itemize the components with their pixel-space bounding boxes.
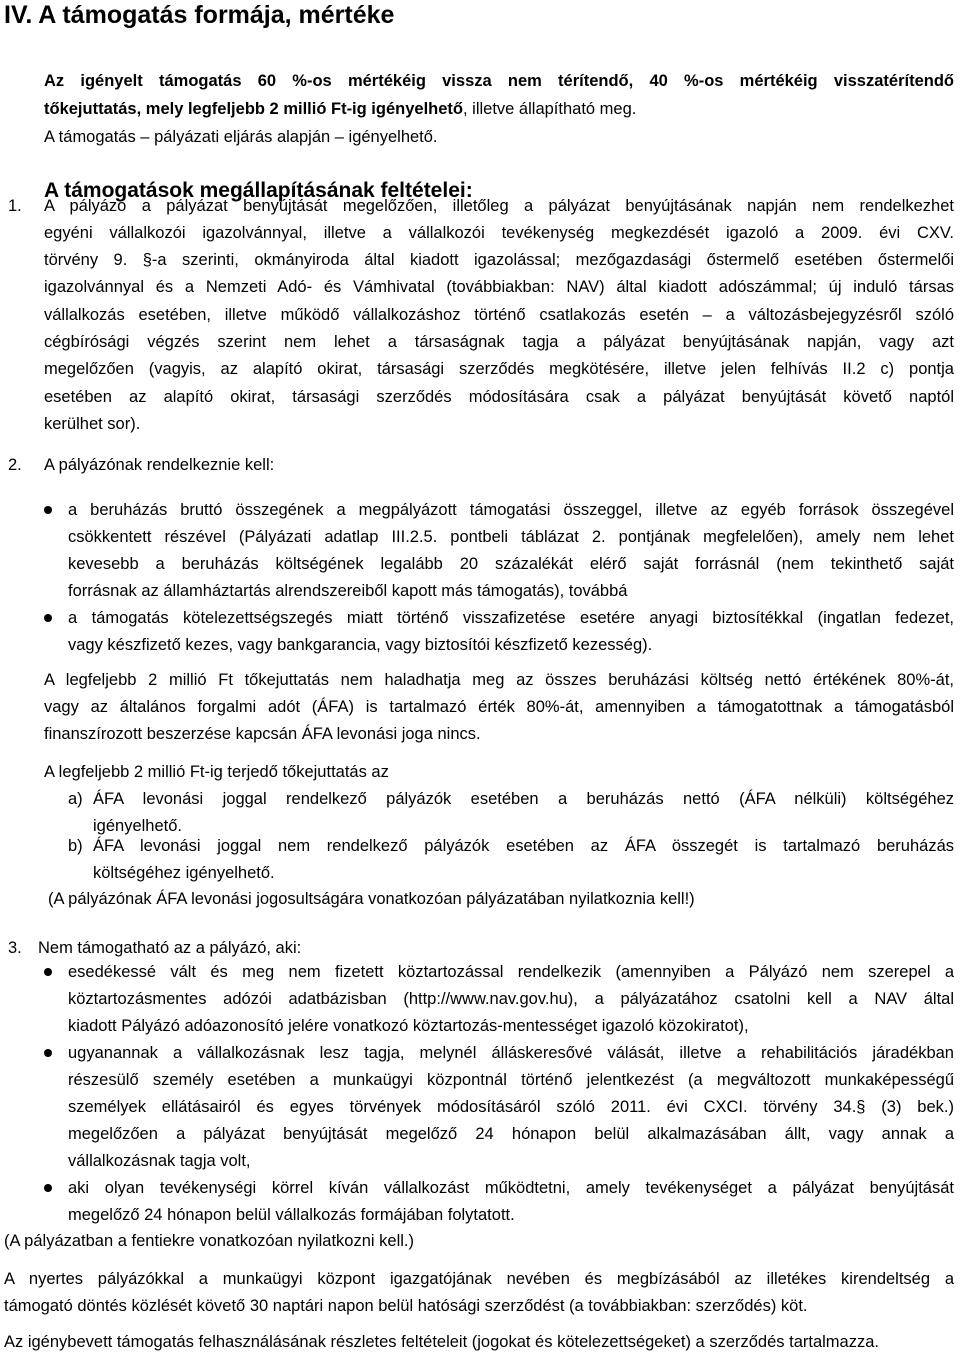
- section-1-line: igazolvánnyal és a Nemzeti Adó- és Vámhivatal (továbbiakban: NAV) által kiadott adószámmal; új induló társas: [44, 278, 954, 296]
- intro-line-1: Az igényelt támogatás 60 %-os mértékéig vissza nem térítendő, 40 %-os mértékéig visszatérítendő: [44, 72, 954, 90]
- intro-line-2-rest: , illetve állapítható meg.: [463, 100, 637, 118]
- section-1-line: esetében az alapító okirat, társasági szerződés módosítására csak a pályázat benyújtását követő naptól: [44, 388, 954, 406]
- section-1-line: törvény 9. §-a szerinti, okmányiroda által kiadott igazolással; mezőgazdasági őstermelő esetében őstermelői: [44, 251, 954, 269]
- section-2-bullet-2-line: a támogatás kötelezettségszegés miatt történő visszafizetése esetére anyagi biztosítékkal (ingatlan fedezet,: [68, 609, 954, 627]
- intro-line-3: A támogatás – pályázati eljárás alapján – igényelhető.: [44, 128, 438, 146]
- bullet-icon: [44, 506, 52, 514]
- section-2-paragraph-line: A legfeljebb 2 millió Ft tőkejuttatás nem haladhatja meg az összes beruházási költség nettó értékének 80%-át,: [44, 671, 954, 689]
- section-3-bullet-2-line: vállalkozásnak tagja volt,: [68, 1152, 251, 1170]
- bullet-icon: [44, 1049, 52, 1057]
- section-1-line: kerülhet sor).: [44, 415, 141, 433]
- bullet-icon: [44, 1184, 52, 1192]
- section-2-bullet-1-line: csökkentett részével (Pályázati adatlap III.2.5. pontbeli táblázat 2. pontjának megfelelően), amely nem lehet: [68, 528, 954, 546]
- section-1-line: A pályázó a pályázat benyújtását megelőzően, illetőleg a pályázat benyújtásának napján nem rendelkezhet: [44, 197, 954, 215]
- section-heading: IV. A támogatás formája, mértéke: [4, 1, 395, 29]
- section-2-number: 2.: [8, 456, 22, 474]
- section-3-bullet-2-line: ugyanannak a vállalkozásnak lesz tagja, melynél álláskeresővé válását, illetve a rehabilitációs járadékban: [68, 1044, 954, 1062]
- section-2-title: A pályázónak rendelkeznie kell:: [44, 456, 275, 474]
- intro-line-2: [44, 96, 954, 123]
- section-1-line: megelőzően (vagyis, az alapító okirat, társasági szerződés megkötésére, illetve jelen felhívás II.2 c) pontja: [44, 360, 954, 378]
- section-2-note: (A pályázónak ÁFA levonási jogosultságára vonatkozóan pályázatában nyilatkoznia kell!): [48, 890, 695, 908]
- item-a-line: ÁFA levonási joggal rendelkező pályázók esetében a beruházás nettó (ÁFA nélküli) költségéhez: [93, 790, 954, 808]
- item-b-line: ÁFA levonási joggal nem rendelkező pályázók esetében az ÁFA összegét is tartalmazó beruházás: [93, 837, 954, 855]
- item-a-label: a): [68, 790, 83, 808]
- subheading: A támogatások megállapításának feltételei:: [44, 179, 473, 202]
- section-2-bullet-1-line: a beruházás bruttó összegének a megpályázott támogatási összeggel, illetve az egyéb források összegével: [68, 501, 954, 519]
- section-3-bullet-1-line: köztartozásmentes adózói adatbázisban (http://www.nav.gov.hu), a pályázatához csatolni kell a NAV által: [68, 990, 954, 1008]
- item-b-line: költségéhez igényelhető.: [93, 864, 275, 882]
- section-3-bullet-1-line: kiadott Pályázó adóazonosító jelére vonatkozó köztartozás-mentességet igazoló közokiratot),: [68, 1017, 749, 1035]
- closing-sentence: Az igénybevett támogatás felhasználásának részletes feltételeit (jogokat és kötelezettségeket) a szerződés tartalmazza.: [4, 1333, 879, 1351]
- bullet-icon: [44, 968, 52, 976]
- section-3-bullet-2-line: részesülő személy esetében a munkaügyi központnál történő jelentkezést (a megváltozott munkaképességű: [68, 1071, 954, 1089]
- item-b-label: b): [68, 837, 83, 855]
- intro-line-2-bold: tőkejuttatás, mely legfeljebb 2 millió Ft-ig igényelhető: [44, 100, 463, 118]
- section-2-paragraph-line: finanszírozott beszerzése kapcsán ÁFA levonási joga nincs.: [44, 725, 481, 743]
- section-1-number: 1.: [8, 197, 22, 215]
- section-2-bullet-1-line: forrásnak az államháztartás alrendszereiből kapott más támogatás), továbbá: [68, 582, 628, 600]
- section-2-paragraph-line: vagy az általános forgalmi adót (ÁFA) is tartalmazó érték 80%-át, amennyiben a támogatottnak a támogatásból: [44, 698, 954, 716]
- section-3-bullet-1-line: esedékessé vált és meg nem fizetett köztartozással rendelkezik (amennyiben a Pályázó nem szerepel a: [68, 963, 954, 981]
- section-3-note: (A pályázatban a fentiekre vonatkozóan nyilatkozni kell.): [4, 1232, 414, 1250]
- item-a-line: igényelhető.: [93, 817, 182, 835]
- section-3-title: Nem támogatható az a pályázó, aki:: [38, 939, 302, 957]
- closing-paragraph-line: A nyertes pályázókkal a munkaügyi központ igazgatójának nevében és megbízásából az illetékes kirendeltség a: [4, 1270, 954, 1288]
- section-3-bullet-2-line: megelőzően a pályázat benyújtását megelőző 24 hónapon belül alkalmazásában állt, vagy annak a: [68, 1125, 954, 1143]
- section-2-paragraph-intro: A legfeljebb 2 millió Ft-ig terjedő tőkejuttatás az: [44, 763, 389, 781]
- section-2-bullet-2-line: vagy készfizető kezes, vagy bankgarancia, vagy biztosítói készfizető kezesség).: [68, 636, 653, 654]
- section-3-bullet-3-line: megelőző 24 hónapon belül vállalkozás formájában folytatott.: [68, 1206, 515, 1224]
- bullet-icon: [44, 614, 52, 622]
- section-3-number: 3.: [8, 939, 22, 957]
- section-1-line: vállalkozás esetében, illetve működő vállalkozáshoz történő csatlakozás esetén – a változásbejegyzésről szóló: [44, 306, 954, 324]
- section-2-bullet-1-line: kevesebb a beruházás költségének legalább 20 százalékát elérő saját forrásnál (nem tekinthető saját: [68, 555, 954, 573]
- section-3-bullet-3-line: aki olyan tevékenységi körrel kíván vállalkozást működtetni, amely tevékenységet a pályázat benyújtását: [68, 1179, 954, 1197]
- section-1-line: cégbírósági végzés szerint nem lehet a társaságnak tagja a pályázat benyújtásának napján, vagy azt: [44, 333, 954, 351]
- closing-paragraph-line: támogató döntés közlését követő 30 naptári napon belül hatósági szerződést (a továbbiakban: szerződés) köt.: [4, 1297, 808, 1315]
- section-3-bullet-2-line: személyek ellátásairól és egyes törvények módosításáról szóló 2011. évi CXCI. törvény 34.§ (3) bek.): [68, 1098, 954, 1116]
- section-1-line: egyéni vállalkozói igazolvánnyal, illetve a vállalkozói tevékenység megkezdését igazoló a 2009. évi CXV.: [44, 224, 954, 242]
